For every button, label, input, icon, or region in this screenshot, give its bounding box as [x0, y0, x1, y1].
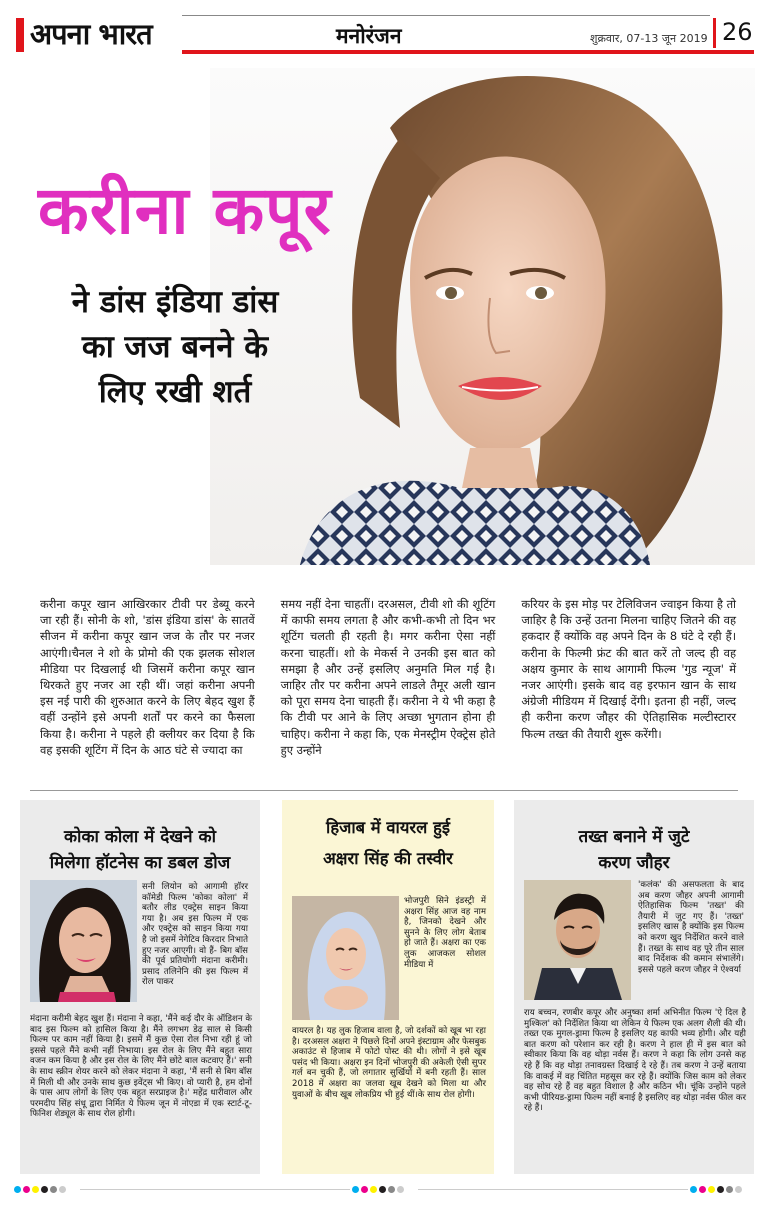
article-column-3: करियर के इस मोड़ पर टेलिविजन ज्वाइन किया है तो जाहिर है कि उन्हें उतना मिलना चाहिए जितने की वह हकदार हैं क्योंकि वह अपने दिन के 8 घंटे दे रही हैं। करीना के फिल्मी फ्रंट की बात करें तो जल्द ही वह अक्षय कुमार के साथ आगामी फिल्म 'गुड न्यूज' में नजर आएंगी। इसके बाद वह इरफान खान के साथ अंग्रेजी मीडियम में दिखाई देंगी। इतना ही नहीं, जल्द ही करीना करण जौहर की ऐतिहासिक मल्टीस्टारर फिल्म तख्त की तैयारी शुरू करेंगी।: [521, 597, 737, 741]
registration-dot: [361, 1186, 368, 1193]
registration-dot: [717, 1186, 724, 1193]
registration-dot: [50, 1186, 57, 1193]
masthead-top-rule: [182, 15, 710, 16]
headline: करीना कपूर: [38, 172, 332, 249]
box-title-line: कोका कोला में देखने को: [64, 827, 216, 847]
registration-dot: [23, 1186, 30, 1193]
box-title-line: हिजाब में वायरल हुई: [326, 818, 450, 837]
registration-dot: [735, 1186, 742, 1193]
registration-marks-center: [352, 1186, 404, 1193]
box-text-side: सनी लियोन को आगामी हॉरर कॉमेडी फिल्म 'कोका कोला' में बतौर लीड एक्ट्रेस साइन किया गया है। अब इस फिल्म में एक और एक्ट्रेस को साइन किया गया है जो इसमें नेगेटिव किरदार निभाते हुए नजर आएगी। वो हैं- बिग बॉस की पूर्व प्रतियोगी मंदाना करीमी। प्रसाद तलिनेनि की इस फिल्म में रोल पाकर: [142, 882, 248, 988]
registration-dot: [41, 1186, 48, 1193]
masthead: [0, 0, 768, 60]
registration-dot: [379, 1186, 386, 1193]
box-title-line: करण जौहर: [598, 853, 670, 873]
subheadline: [40, 280, 310, 415]
registration-dot: [388, 1186, 395, 1193]
masthead-red-bar: [16, 18, 24, 52]
box-title: [514, 800, 754, 876]
box-title-line: अक्षरा सिंह की तस्वीर: [323, 849, 453, 868]
registration-dot: [14, 1186, 21, 1193]
registration-dot: [32, 1186, 39, 1193]
subhead-line: लिए रखी शर्त: [98, 374, 252, 410]
subhead-line: का जज बनने के: [81, 329, 269, 365]
article-column-2: समय नहीं देना चाहतीं। दरअसल, टीवी शो की शूटिंग में काफी समय लगता है और कभी-कभी तो दिन भर शूटिंग चलती ही रहती है। मगर करीना ऐसा नहीं करना चाहतीं। शो के मेकर्स ने उनकी इस बात को समझा है और उन्हें इसलिए अनुमति मिल गई है। जाहिर तौर पर करीना अपने लाडले तैमूर अली खान को पूरा समय देना चाहती हैं। करीना ने ये भी कहा है कि टीवी पर आने के लिए अच्छा भुगतान होना ही चाहिए। करीना ने कहा कि, एक मेनस्ट्रीम ऐक्ट्रेस होते हुए उन्होंने: [280, 597, 496, 757]
registration-dot: [726, 1186, 733, 1193]
karan-johar-photo: [524, 880, 631, 1000]
registration-dot: [708, 1186, 715, 1193]
box-title-line: तख्त बनाने में जुटे: [578, 827, 690, 847]
box-text-full: वायरल है। यह लुक हिजाब वाला है, जो दर्शकों को खूब भा रहा है। दरअसल अक्षरा ने पिछले दिनों अपने इंस्टाग्राम और फेसबुक अकाउंट से हिजाब में फोटो पोस्ट की थी। लोगों ने इसे खूब पसंद भी किया। अक्षरा इन दिनों भोजपुरी की अकेली ऐसी सुपर गर्ल बन चुकी हैं, जो लगातार सुर्खियों में बनी रहती हैं। साल 2018 में अक्षरा का जलवा खूब देखने को मिला था और युवाओं के बीच खूब लोकप्रिय भी हुई थीं।के साथ रोल होगी।: [292, 1026, 486, 1100]
subhead-line: ने डांस इंडिया डांस: [71, 284, 279, 320]
box-title: [282, 800, 494, 874]
sunny-leone-photo: [30, 880, 137, 1002]
story-box-coca-cola: [20, 800, 260, 1174]
registration-dot: [370, 1186, 377, 1193]
newspaper-name: अपना भारत: [30, 17, 152, 51]
story-box-akshara-singh: [282, 800, 494, 1174]
footer-rule: [80, 1189, 350, 1190]
masthead-divider: [713, 18, 716, 48]
box-title: [20, 800, 260, 876]
registration-dot: [352, 1186, 359, 1193]
box-text-side: भोजपुरी सिने इंडस्ट्री में अक्षरा सिंह आज वह नाम है, जिनको देखने और सुनने के लिए लोग बेताब हो जाते हैं। अक्षरा का एक लुक आजकल सोशल मीडिया में: [404, 896, 486, 970]
footer-rule: [418, 1189, 688, 1190]
registration-dot: [690, 1186, 697, 1193]
section-title: मनोरंजन: [336, 24, 402, 48]
box-text-side: 'कलंक' की असफलता के बाद अब करण जौहर अपनी आगामी ऐतिहासिक फिल्म 'तख्त' की तैयारी में जुट गए हैं। 'तख्त' इसलिए खास है क्योंकि इस फिल्म को करण खुद निर्देशित करने वाले हैं। तख्त के साथ वह पूरे तीन साल बाद निर्देशक की कमान संभालेंगे। इससे पहले करण जौहर ने ऐश्वर्या: [638, 880, 744, 975]
box-title-line: मिलेगा हॉटनेस का डबल डोज: [49, 853, 231, 873]
hero-section: [0, 68, 768, 568]
section-divider: [30, 790, 738, 791]
registration-dot: [699, 1186, 706, 1193]
box-text-full: राय बच्चन, रणबीर कपूर और अनुष्का शर्मा अभिनीत फिल्म 'ऐ दिल है मुश्किल' को निर्देशित किया था लेकिन ये फिल्म एक अलग शैली की थी। तख्त एक मुगल-ड्रामा फिल्म है इसलिए यह काफी भव्य होगी। और यही बात करण को परेशान कर रही है। करण ने हाल ही में इस बात को स्वीकार किया कि वह थोड़ा नर्वस हैं। करण ने कहा कि लोग उनसे कह रहे हैं कि वह थोड़ा तनावग्रस्त दिखाई दे रहे हैं। तब करण ने उन्हें बताया कि वाकई में वह चिंतित महसूस कर रहे हैं। क्योंकि जिस काम को लेकर वह सोच रहे हैं वह बहुत विशाल है और कठिन भी। चूंकि उन्होंने पहले कभी पीरियड-ड्रामा फिल्म नहीं बनाई है इसलिए वह थोड़ा नर्वस फील कर रहे हैं।: [524, 1008, 746, 1114]
article-column-1: करीना कपूर खान आखिरकार टीवी पर डेब्यू करने जा रही हैं। सोनी के शो, 'डांस इंडिया डांस' के सातवें सीजन में करीना कपूर खान जज के तौर पर नजर आएंगी।चैनल ने शो के प्रोमो की एक झलक सोशल मीडिया पर दिखलाई थी जिसमें करीना कपूर खान थिरकते हुए नजर आ रही थीं। जहां करीना अपनी इस नई पारी की शुरुआत करने के लिए बेहद खुश हैं वहीं उन्होंने इसे अपनी शर्तों पर करने का फैसला किया है। करीना ने पहले ही क्लीयर कर दिया है कि वह इसकी शूटिंग में दिन के आठ घंटे से ज्यादा का: [40, 597, 255, 757]
akshara-singh-photo: [292, 896, 399, 1020]
issue-date: शुक्रवार, 07-13 जून 2019: [590, 32, 708, 45]
registration-marks-left: [14, 1186, 66, 1193]
registration-marks-right: [690, 1186, 742, 1193]
registration-dot: [397, 1186, 404, 1193]
masthead-red-rule: [182, 50, 754, 54]
story-box-karan-johar: [514, 800, 754, 1174]
page-number: 26: [722, 18, 753, 46]
main-article: [40, 596, 736, 758]
box-text-full: मंदाना करीमी बेहद खुश हैं। मंदाना ने कहा, 'मैंने कई दौर के ऑडिशन के बाद इस फिल्म को हासिल किया है। मैंने लगभग डेढ़ साल से किसी फिल्म पर काम नहीं किया है। इसमें मैं कुछ ऐसा रोल निभा रही हूं जो इससे पहले मैंने कभी नहीं निभाया। इस रोल के लिए मैंने बहुत सारा वजन कम किया है और इस रोल के लिए मैंने छोटे बाल कटवाए हैं।' सनी के साथ स्क्रीन शेयर करने को लेकर मंदाना ने कहा, 'मैं सनी से बिग बॉस में मिली थी और उनके साथ कुछ इवेंट्स भी किए। वो प्यारी है, हम दोनों के पास आप लोगों के लिए एक बहुत सरप्राइज है।' महेंद्र धारीवाल और परमदीप सिंह संधू द्वारा निर्मित ये फिल्म जून में नोएडा में एक स्टार्ट-टू-फिनिश शेड्यूल के साथ रोल होगी।: [30, 1014, 252, 1120]
registration-dot: [59, 1186, 66, 1193]
